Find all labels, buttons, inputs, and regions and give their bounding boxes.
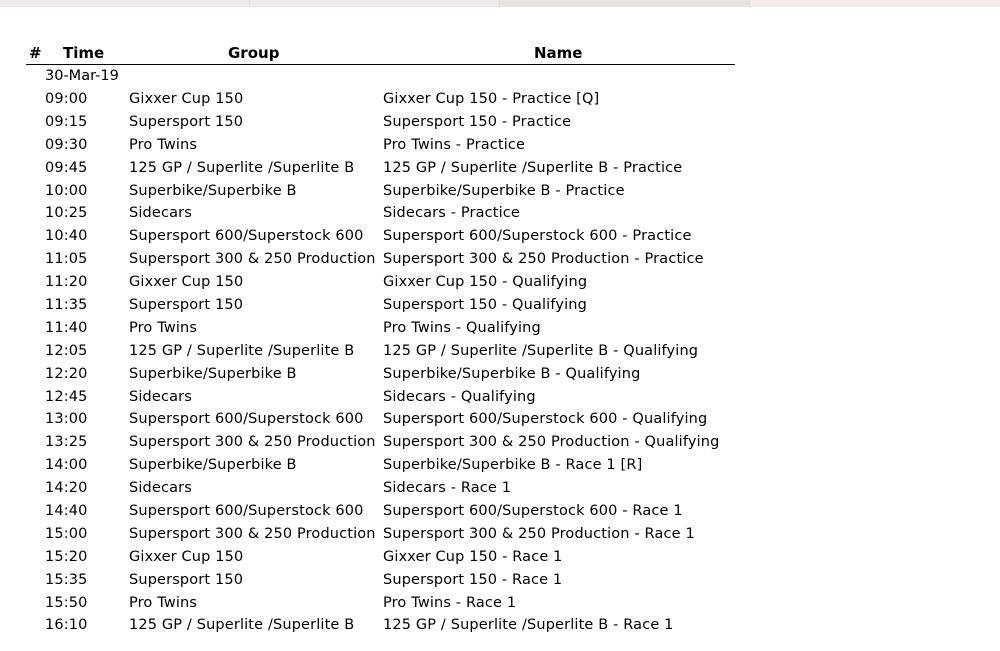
row-group: Gixxer Cup 150 bbox=[129, 548, 244, 565]
row-group: 125 GP / Superlite /Superlite B bbox=[129, 617, 355, 634]
row-time: 13:25 bbox=[45, 434, 88, 451]
row-time: 09:00 bbox=[45, 91, 88, 107]
table-row bbox=[0, 617, 1000, 640]
row-group: Sidecars bbox=[129, 388, 192, 405]
row-group: Supersport 300 & 250 Production bbox=[129, 525, 376, 542]
row-time: 14:40 bbox=[45, 503, 88, 520]
row-group: Sidecars bbox=[129, 480, 192, 497]
row-time: 13:00 bbox=[45, 411, 88, 428]
table-row bbox=[0, 503, 1000, 526]
row-group: Supersport 150 bbox=[129, 113, 244, 130]
table-row bbox=[0, 205, 1000, 228]
tab-4[interactable] bbox=[750, 0, 1000, 7]
column-header-time: Time bbox=[63, 44, 105, 62]
tab-2[interactable] bbox=[250, 0, 500, 7]
row-name: Supersport 300 & 250 Production - Practice bbox=[383, 251, 704, 268]
row-name: Supersport 150 - Practice bbox=[383, 113, 572, 130]
row-name: Pro Twins - Qualifying bbox=[383, 319, 541, 336]
row-group: Supersport 150 bbox=[129, 297, 244, 314]
row-time: 10:40 bbox=[45, 228, 88, 245]
row-group: Pro Twins bbox=[129, 319, 198, 336]
table-row bbox=[0, 274, 1000, 297]
table-row bbox=[0, 366, 1000, 389]
row-group: Supersport 600/Superstock 600 bbox=[129, 411, 364, 428]
row-name: Supersport 600/Superstock 600 - Qualifying bbox=[383, 411, 708, 428]
table-row bbox=[0, 343, 1000, 366]
table-row bbox=[0, 595, 1000, 618]
tab-3[interactable] bbox=[500, 0, 750, 7]
row-time: 11:40 bbox=[45, 319, 88, 336]
row-group: Supersport 300 & 250 Production bbox=[129, 434, 376, 451]
row-name: 125 GP / Superlite /Superlite B - Race 1 bbox=[383, 617, 674, 634]
table-row bbox=[0, 251, 1000, 274]
table-row bbox=[0, 549, 1000, 572]
row-name: Gixxer Cup 150 - Practice [Q] bbox=[383, 91, 600, 107]
table-row bbox=[0, 320, 1000, 343]
row-name: Gixxer Cup 150 - Qualifying bbox=[383, 274, 588, 291]
schedule-table-body bbox=[0, 91, 1000, 640]
column-header-group: Group bbox=[228, 44, 280, 62]
table-row bbox=[0, 228, 1000, 251]
row-time: 11:35 bbox=[45, 297, 88, 314]
row-time: 12:20 bbox=[45, 365, 88, 382]
row-name: Superbike/Superbike B - Practice bbox=[383, 182, 625, 199]
table-row bbox=[0, 434, 1000, 457]
row-time: 15:35 bbox=[45, 571, 88, 588]
row-time: 09:30 bbox=[45, 136, 88, 153]
row-group: Pro Twins bbox=[129, 594, 198, 611]
row-name: Pro Twins - Practice bbox=[383, 136, 526, 153]
column-header-number: # bbox=[29, 44, 42, 62]
table-row bbox=[0, 572, 1000, 595]
row-group: Supersport 600/Superstock 600 bbox=[129, 503, 364, 520]
row-time: 15:50 bbox=[45, 594, 88, 611]
table-row bbox=[0, 160, 1000, 183]
row-time: 14:00 bbox=[45, 457, 88, 474]
row-time: 14:20 bbox=[45, 480, 88, 497]
row-name: Gixxer Cup 150 - Race 1 bbox=[383, 548, 563, 565]
row-group: Supersport 600/Superstock 600 bbox=[129, 228, 364, 245]
row-time: 09:45 bbox=[45, 159, 88, 176]
row-group: Supersport 150 bbox=[129, 571, 244, 588]
row-name: Superbike/Superbike B - Race 1 [R] bbox=[383, 457, 643, 474]
row-time: 12:45 bbox=[45, 388, 88, 405]
row-group: Superbike/Superbike B bbox=[129, 182, 297, 199]
row-name: Supersport 600/Superstock 600 - Practice bbox=[383, 228, 692, 245]
row-group: 125 GP / Superlite /Superlite B bbox=[129, 159, 355, 176]
row-name: Superbike/Superbike B - Qualifying bbox=[383, 365, 641, 382]
table-row bbox=[0, 526, 1000, 549]
row-group: Supersport 300 & 250 Production bbox=[129, 251, 376, 268]
row-group: Gixxer Cup 150 bbox=[129, 91, 244, 107]
table-row bbox=[0, 457, 1000, 480]
row-time: 12:05 bbox=[45, 342, 88, 359]
table-row bbox=[0, 137, 1000, 160]
row-name: Supersport 150 - Qualifying bbox=[383, 297, 587, 314]
row-time: 15:20 bbox=[45, 548, 88, 565]
row-name: 125 GP / Superlite /Superlite B - Practice bbox=[383, 159, 683, 176]
tab-1[interactable] bbox=[0, 0, 250, 7]
row-name: Sidecars - Race 1 bbox=[383, 480, 512, 497]
row-time: 16:10 bbox=[45, 617, 88, 634]
row-time: 11:20 bbox=[45, 274, 88, 291]
row-name: 125 GP / Superlite /Superlite B - Qualifying bbox=[383, 342, 699, 359]
table-row bbox=[0, 389, 1000, 412]
row-time: 11:05 bbox=[45, 251, 88, 268]
row-group: Sidecars bbox=[129, 205, 192, 222]
schedule-table-header bbox=[26, 44, 735, 65]
row-group: Pro Twins bbox=[129, 136, 198, 153]
row-time: 15:00 bbox=[45, 525, 88, 542]
row-name: Supersport 150 - Race 1 bbox=[383, 571, 563, 588]
table-row bbox=[0, 480, 1000, 503]
row-group: 125 GP / Superlite /Superlite B bbox=[129, 342, 355, 359]
row-group: Superbike/Superbike B bbox=[129, 365, 297, 382]
schedule-date: 30-Mar-19 bbox=[45, 68, 119, 84]
table-row bbox=[0, 114, 1000, 137]
browser-tab-strip bbox=[0, 0, 1000, 7]
row-name: Sidecars - Qualifying bbox=[383, 388, 536, 405]
row-name: Supersport 300 & 250 Production - Race 1 bbox=[383, 525, 695, 542]
row-group: Superbike/Superbike B bbox=[129, 457, 297, 474]
row-time: 10:00 bbox=[45, 182, 88, 199]
row-name: Supersport 300 & 250 Production - Qualifying bbox=[383, 434, 720, 451]
row-group: Gixxer Cup 150 bbox=[129, 274, 244, 291]
column-header-name: Name bbox=[534, 44, 583, 62]
table-row bbox=[0, 297, 1000, 320]
row-name: Pro Twins - Race 1 bbox=[383, 594, 517, 611]
row-name: Sidecars - Practice bbox=[383, 205, 520, 222]
table-row bbox=[0, 183, 1000, 206]
row-time: 09:15 bbox=[45, 113, 88, 130]
row-time: 10:25 bbox=[45, 205, 88, 222]
table-row bbox=[0, 91, 1000, 114]
table-row bbox=[0, 411, 1000, 434]
row-name: Supersport 600/Superstock 600 - Race 1 bbox=[383, 503, 683, 520]
